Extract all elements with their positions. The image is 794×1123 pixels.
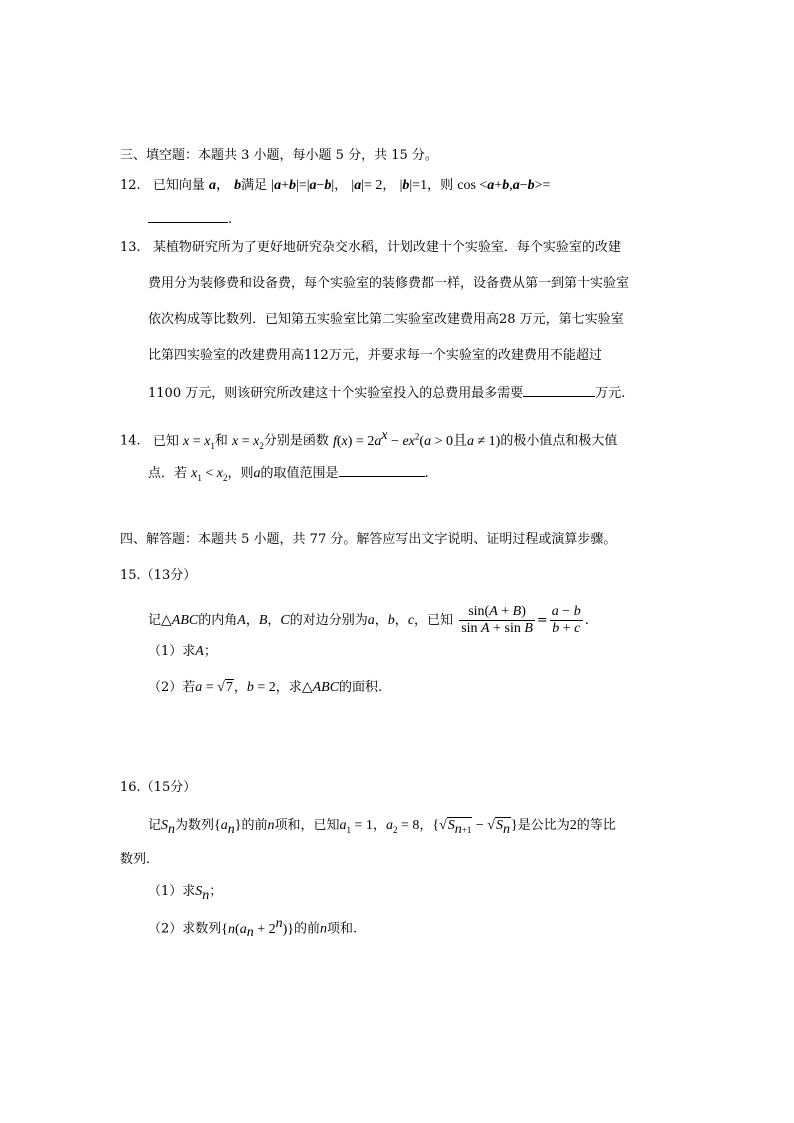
q12-number: 12. — [120, 178, 141, 193]
section3-heading: 三、填空题：本题共 3 小题，每小题 5 分，共 15 分。 — [120, 148, 438, 163]
q16-part1: （1）求$S_n$； — [148, 884, 223, 903]
q15-fraction-right: $\frac{a - b}{b + c}$ — [551, 604, 581, 636]
q13-line3: 依次构成等比数列．已知第五实验室比第二实验室改建费用高28 万元，第七实验室 — [148, 312, 624, 327]
q12-answer-blank[interactable] — [148, 208, 228, 223]
q13-line2: 费用分为装修费和设备费，每个实验室的装修费都一样，设备费从第一到第十实验室 — [148, 276, 630, 291]
q14-answer-blank[interactable] — [339, 462, 425, 477]
q15-stem: 记△ABC的内角A，B，C的对边分别为a，b，c，已知 $\frac{\sin(A + B)}{\text{sin A + sin B}}$ = $\frac{a - b}{b + c}$ . — [148, 604, 589, 636]
q16-stem-line2: 数列. — [120, 852, 151, 867]
q15-part1: （1）求A； — [148, 644, 217, 659]
q15-part2: （2）若a = √7，b = 2，求△ABC的面积. — [148, 680, 383, 695]
q13-number: 13. — [120, 240, 141, 255]
q13-line5: 1100 万元，则该研究所改建这十个实验室投入的总费用最多需要 万元. — [148, 382, 625, 404]
q16-part2: （2）求数列$\{n(a_n + 2^n)\}$的前n项和. — [148, 916, 358, 941]
q14-number: 14. — [120, 433, 141, 449]
q15-fraction-left: $\frac{\sin(A + B)}{\text{sin A + sin B}}$ — [461, 604, 533, 636]
q16-stem: 记$S_n$为数列$\{a_n\}$的前n项和，已知$a_1 = 1$，$a_2 = 8$，$\{√S_{n+1} - √S_n\}$是公比为2的等比 — [148, 818, 616, 837]
q16-number: 16.（15分） — [120, 780, 197, 795]
q14-line2: 点．若 $x_1 < x_2$，则a的取值范围是 . — [148, 462, 429, 488]
q13-line4: 比第四实验室的改建费用高112万元，并要求每一个实验室的改建费用不能超过 — [148, 348, 602, 363]
question-12: 12. 已知向量 a， b满足 |a+b|=|a−b|， |a|= 2， |b|=1，则 cos <a+b,a−b>= — [120, 178, 551, 193]
q15-number: 15.（13分） — [120, 568, 197, 583]
q13-answer-blank[interactable] — [523, 382, 595, 397]
q12-answer-line: . — [148, 208, 232, 230]
section4-heading: 四、解答题：本题共 5 小题，共 77 分。解答应写出文字说明、证明过程或演算步骤。 — [120, 532, 617, 547]
question-13: 13. 某植物研究所为了更好地研究杂交水稻，计划改建十个实验室．每个实验室的改建 — [120, 240, 621, 255]
question-14: 14. 已知 $x = x_1$和 $x = x_2$分别是函数 $f(x) = 2a^x - ex^2(a > 0$且a ≠ 1)的极小值点和极大值 — [120, 428, 618, 451]
